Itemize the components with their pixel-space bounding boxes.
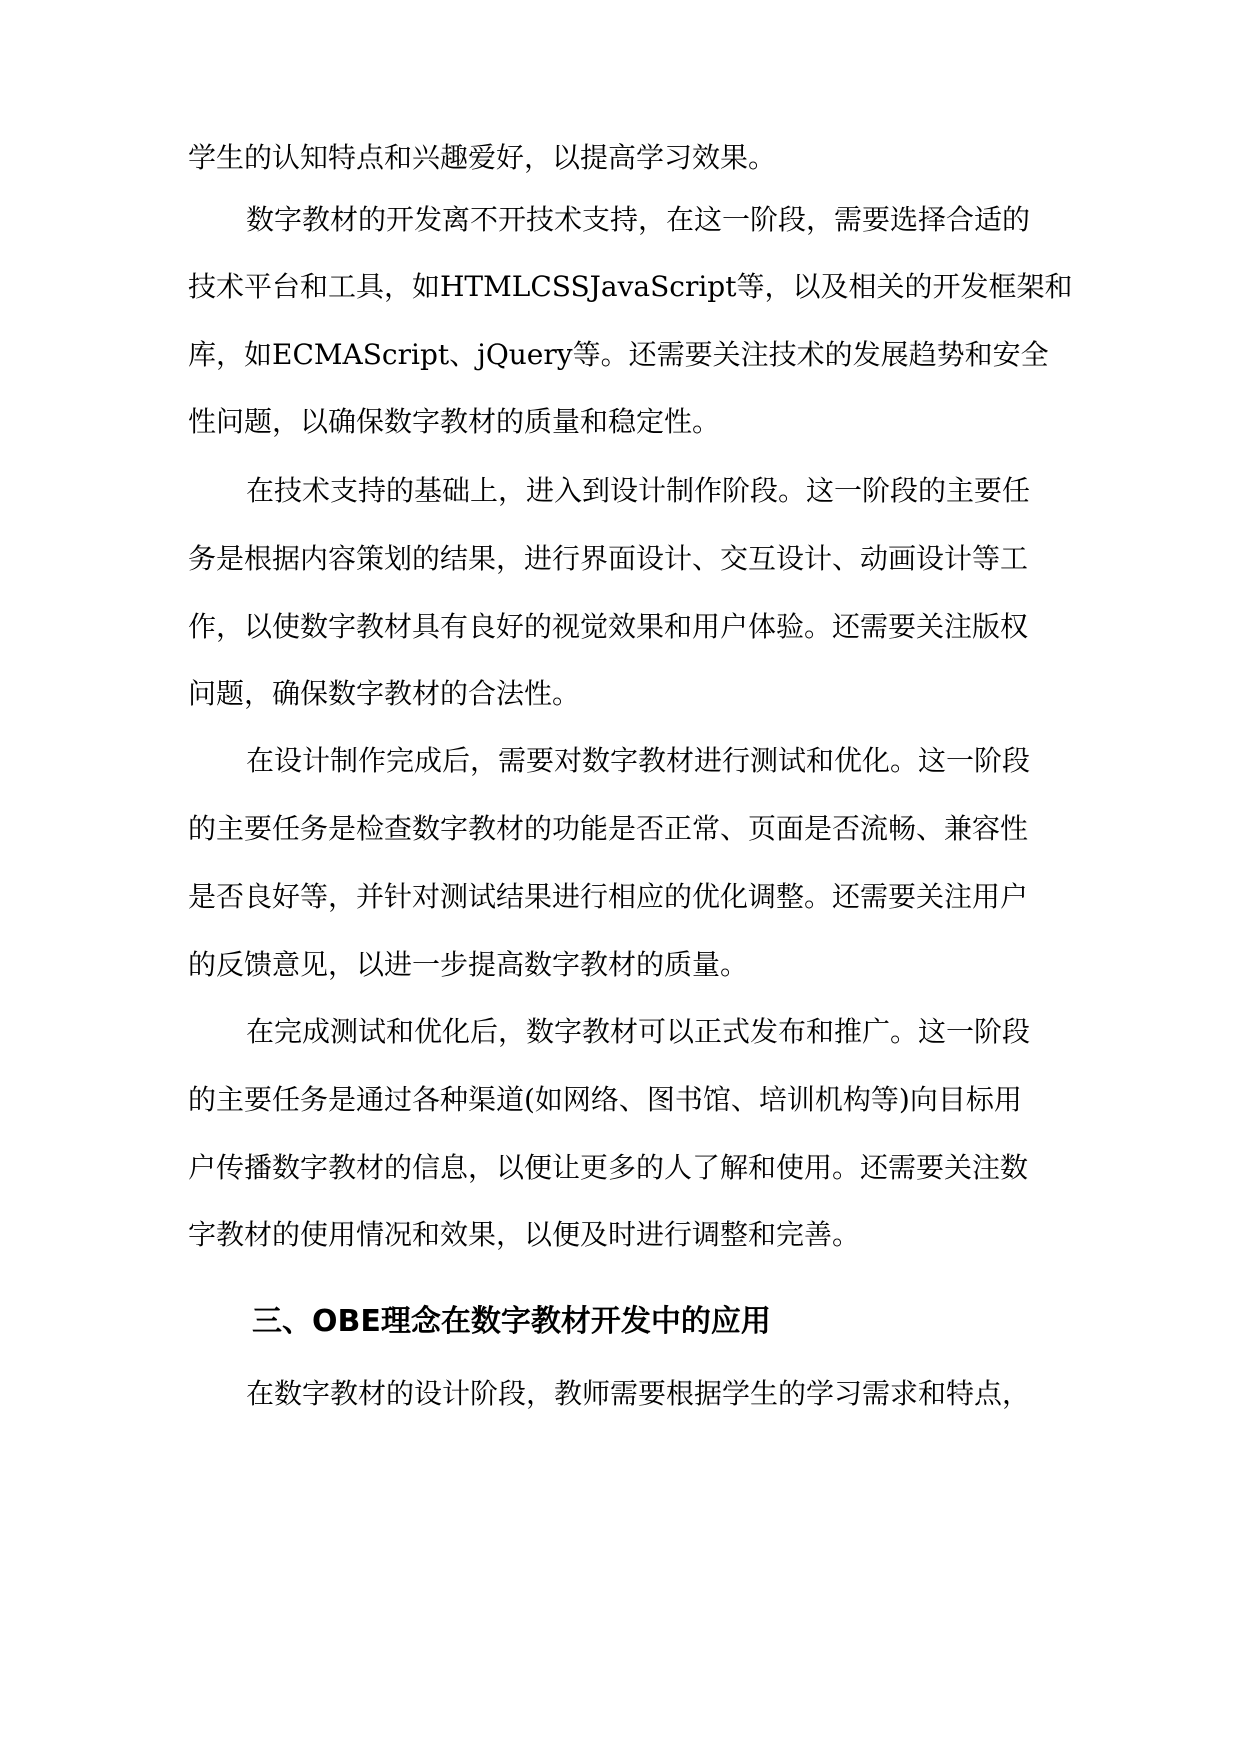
paragraph-line: 的主要任务是检查数字教材的功能是否正常、页面是否流畅、兼容性 — [188, 812, 1029, 845]
paragraph-line: 学生的认知特点和兴趣爱好，以提高学习效果。 — [188, 141, 777, 174]
paragraph-line: 务是根据内容策划的结果，进行界面设计、交互设计、动画设计等工 — [188, 542, 1029, 575]
paragraph-line: 数字教材的开发离不开技术支持，在这一阶段，需要选择合适的 — [246, 203, 1031, 236]
paragraph-line: 性问题，以确保数字教材的质量和稳定性。 — [188, 405, 721, 438]
paragraph-line: 技术平台和工具，如HTMLCSSJavaScript等，以及相关的开发框架和 — [188, 270, 1073, 303]
section-heading: 三、OBE理念在数字教材开发中的应用 — [252, 1304, 771, 1339]
paragraph-line: 在完成测试和优化后，数字教材可以正式发布和推广。这一阶段 — [246, 1015, 1031, 1048]
paragraph-line: 问题，确保数字教材的合法性。 — [188, 677, 581, 710]
paragraph-line: 在数字教材的设计阶段，教师需要根据学生的学习需求和特点， — [246, 1377, 1031, 1410]
paragraph-line: 的反馈意见，以进一步提高数字教材的质量。 — [188, 948, 749, 981]
paragraph-line: 字教材的使用情况和效果，以便及时进行调整和完善。 — [188, 1218, 861, 1251]
paragraph-line: 的主要任务是通过各种渠道(如网络、图书馆、培训机构等)向目标用 — [188, 1083, 1022, 1116]
paragraph-line: 库，如ECMAScript、jQuery等。还需要关注技术的发展趋势和安全 — [188, 338, 1049, 371]
paragraph-line: 在设计制作完成后，需要对数字教材进行测试和优化。这一阶段 — [246, 744, 1031, 777]
paragraph-line: 户传播数字教材的信息，以便让更多的人了解和使用。还需要关注数 — [188, 1151, 1029, 1184]
paragraph-line: 作，以使数字教材具有良好的视觉效果和用户体验。还需要关注版权 — [188, 610, 1029, 643]
paragraph-line: 是否良好等，并针对测试结果进行相应的优化调整。还需要关注用户 — [188, 880, 1029, 913]
paragraph-line: 在技术支持的基础上，进入到设计制作阶段。这一阶段的主要任 — [246, 474, 1031, 507]
